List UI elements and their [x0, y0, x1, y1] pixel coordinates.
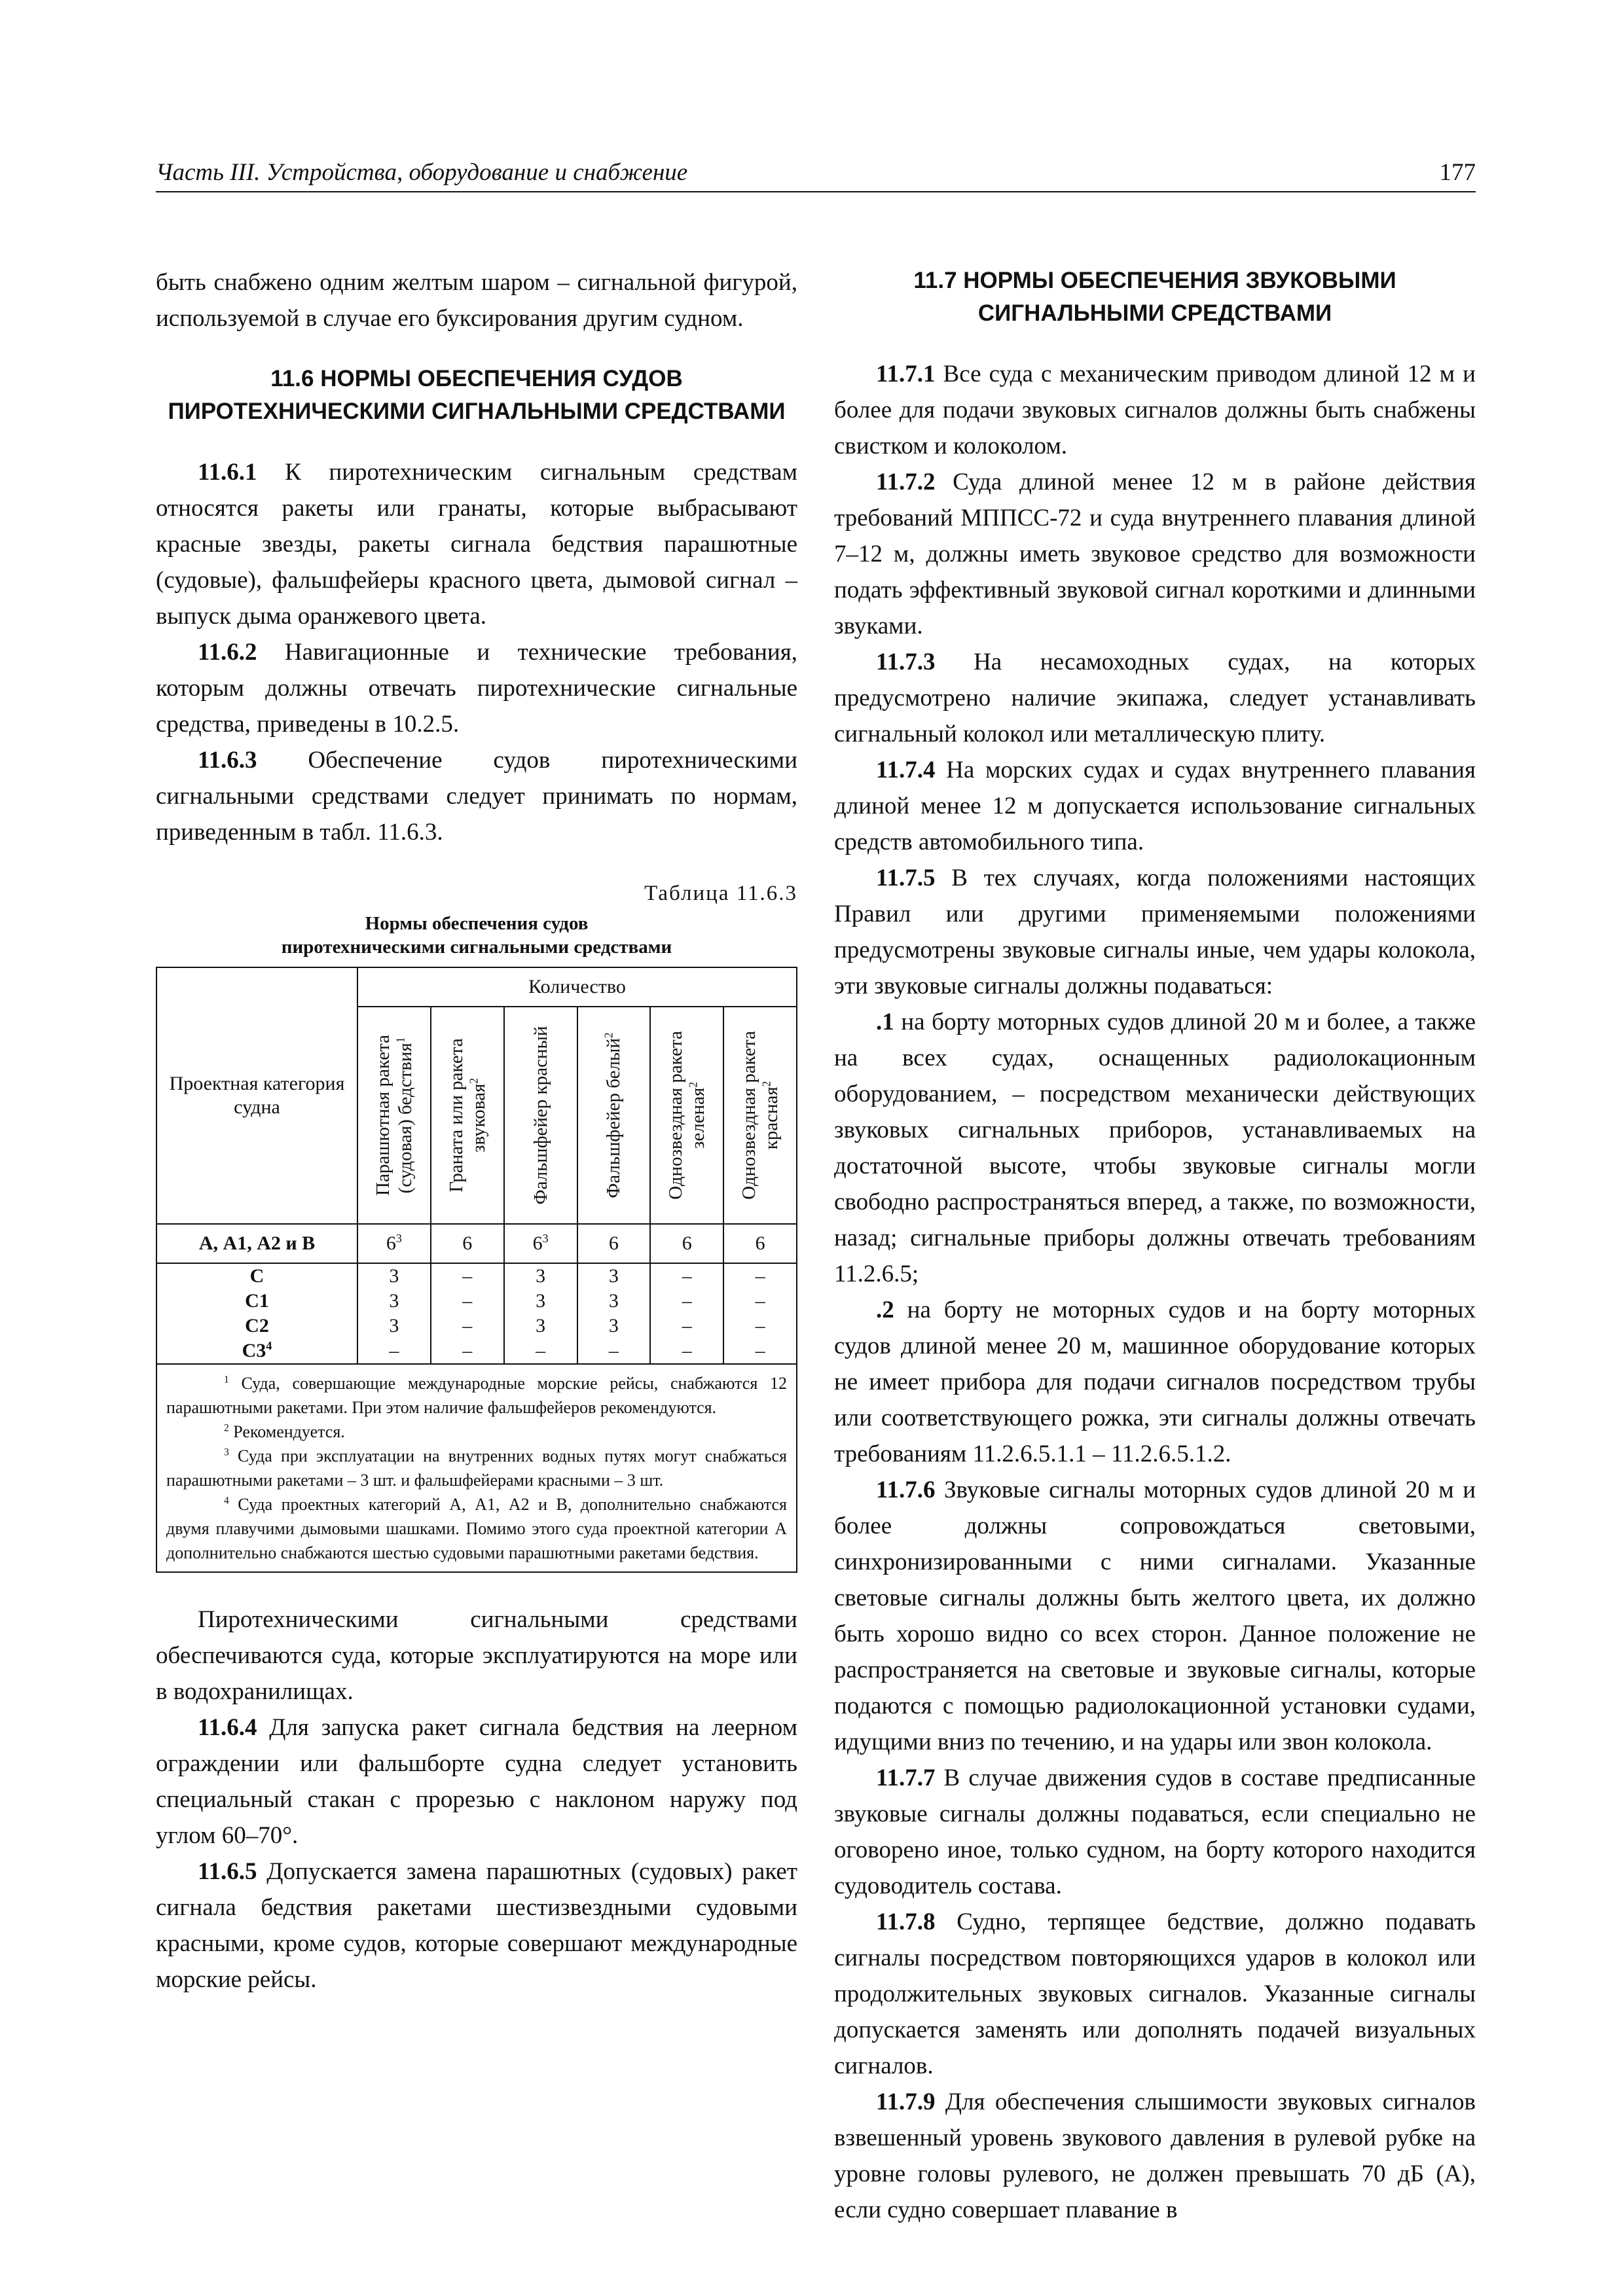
row-label-text: С2	[245, 1315, 269, 1336]
table-cell: –	[723, 1289, 797, 1314]
paragraph-number: 11.6.5	[198, 1858, 257, 1885]
cell-value: 6	[462, 1232, 473, 1254]
table-footnote	[166, 1420, 787, 1444]
table-cell: 3	[504, 1289, 577, 1314]
paragraph	[156, 1854, 797, 1998]
paragraph-text: Допускается замена парашютных (судовых) ракет сигнала бедствия ракетами шестизвездными судовыми красными, кроме судов, которые совершают международные морские рейсы.	[156, 1858, 797, 1993]
row-label	[156, 1314, 357, 1338]
table-footnote	[166, 1444, 787, 1492]
column-header-label	[665, 1017, 709, 1213]
paragraph-text: Суда длиной менее 12 м в районе действия требований МППСС-72 и суда внутреннего плавания длиной 7–12 м, должны иметь звуковое средство для возможности подать эффективный звуковой сигнал короткими и длинными звуками.	[834, 469, 1476, 639]
left-column	[156, 264, 797, 1998]
table-row	[156, 1338, 797, 1364]
table-cell: 3	[577, 1289, 651, 1314]
table-cell	[577, 1224, 651, 1263]
table-footnote	[166, 1492, 787, 1565]
paragraph-number: .1	[876, 1009, 894, 1035]
paragraph	[834, 356, 1476, 464]
paragraph	[156, 742, 797, 850]
footnote-mark: 3	[395, 1232, 402, 1245]
table-title	[156, 912, 797, 959]
cell-value: 6	[386, 1232, 396, 1254]
table-cell: –	[357, 1338, 431, 1364]
paragraph-text: Все суда с механическим приводом длиной 12 м и более для подачи звуковых сигналов должны быть снабжены свистком и колоколом.	[834, 361, 1476, 459]
paragraph	[156, 634, 797, 742]
table-cell: –	[431, 1338, 504, 1364]
row-header-cell: Проектная категория судна	[156, 967, 357, 1224]
table-cell: 3	[504, 1263, 577, 1289]
table-cell: 3	[357, 1314, 431, 1338]
table-cell: 3	[577, 1263, 651, 1289]
paragraph-text: Обеспечение судов пиротехническими сигнальными средствами следует принимать по нормам, приведенным в табл. 11.6.3.	[156, 747, 797, 846]
row-label	[156, 1338, 357, 1364]
paragraph-number: 11.7.8	[876, 1909, 936, 1935]
footnote-mark: 3	[224, 1446, 229, 1458]
column-header	[357, 1007, 431, 1224]
paragraph-text: На несамоходных судах, на которых предусмотрено наличие экипажа, следует устанавливать сигнальный колокол или металлическую плиту.	[834, 649, 1476, 747]
footnote-mark: 3	[542, 1232, 549, 1245]
table-row	[156, 1263, 797, 1289]
table-title-line: Нормы обеспечения судов	[365, 913, 589, 934]
table-cell: –	[431, 1314, 504, 1338]
column-header	[577, 1007, 651, 1224]
paragraph-number: .2	[876, 1297, 894, 1323]
paragraph-text: на борту моторных судов длиной 20 м и более, а также на всех судах, оснащенных радиолокационным оборудованием, – посредством механически действующих звуковых сигнальных приборов, устанавливаемых на достаточной высоте, чтобы звуковые сигналы могли свободно распространяться вперед, а также, по возможности, назад; сигнальные приборы должны отвечать требованиям 11.2.6.5;	[834, 1009, 1476, 1287]
paragraph-number: 11.6.4	[198, 1714, 257, 1741]
right-column	[834, 264, 1476, 2228]
column-header-text: Фальшфейер красный	[530, 1026, 551, 1205]
table-cell	[723, 1224, 797, 1263]
paragraph	[834, 1472, 1476, 1760]
paragraph	[834, 644, 1476, 752]
paragraph-number: 11.6.3	[198, 747, 257, 774]
footnote-text: Суда проектных категорий А, А1, А2 и В, дополнительно снабжаются двумя плавучими дымовыми шашками. Помимо этого суда проектной категории А дополнительно снабжаются шестью судовыми парашютными ракетами бедствия.	[166, 1495, 787, 1562]
paragraph-text: В случае движения судов в составе предписанные звуковые сигналы должны подаваться, если специально не оговорено иное, только судном, на борту которого находится судоводитель состава.	[834, 1765, 1476, 1899]
table-cell	[431, 1224, 504, 1263]
row-label-text: С1	[245, 1290, 269, 1312]
paragraph-number: 11.7.1	[876, 361, 936, 387]
row-label-text: С3	[242, 1340, 266, 1361]
column-header-label	[602, 1017, 625, 1213]
paragraph-text: Для запуска ракет сигнала бедствия на леерном ограждении или фальшборте судна следует установить специальный стакан с прорезью с наклоном наружу под углом 60–70°.	[156, 1714, 797, 1849]
table-notes	[156, 1364, 797, 1572]
table-title-line: пиротехническими сигнальными средствами	[281, 937, 672, 958]
column-header	[650, 1007, 723, 1224]
paragraph-text: Для обеспечения слышимости звуковых сигналов взвешенный уровень звукового давления в рулевой рубке на уровне головы рулевого, не должен превышать 70 дБ (А), если судно совершает плавание в	[834, 2089, 1476, 2223]
footnote-mark: 2	[686, 1081, 700, 1088]
paragraph-text: На морских судах и судах внутреннего плавания длиной менее 12 м допускается использование сигнальных средств автомобильного типа.	[834, 757, 1476, 855]
footnote-text: Суда при эксплуатации на внутренних водных путях могут снабжаться парашютными ракетами – 3 шт. и фальшфейерами красными – 3 шт.	[166, 1446, 787, 1490]
table-body-group	[156, 1263, 797, 1364]
table-cell	[357, 1224, 431, 1263]
footnote-mark: 4	[224, 1495, 229, 1507]
table-cell: –	[431, 1289, 504, 1314]
paragraph-text: К пиротехническим сигнальным средствам относятся ракеты или гранаты, которые выбрасывают красные звезды, ракеты сигнала бедствия парашютные (судовые), фальшфейеры красного цвета, дымовой сигнал – выпуск дыма оранжевого цвета.	[156, 459, 797, 630]
table-footnote	[166, 1371, 787, 1420]
cell-value: 6	[755, 1232, 765, 1254]
paragraph-text: Судно, терпящее бедствие, должно подавать сигналы посредством повторяющихся ударов в колокол или продолжительных звуковых сигналов. Указанные сигналы допускается заменять или дополнять подачей визуальных сигналов.	[834, 1909, 1476, 2079]
cell-value: 6	[532, 1232, 543, 1254]
after-table-paragraph: Пиротехническими сигнальными средствами обеспечиваются суда, которые эксплуатируются на море или в водохранилищах.	[156, 1606, 797, 1705]
cell-value: 6	[682, 1232, 692, 1254]
table-cell: –	[723, 1314, 797, 1338]
table-cell: 3	[504, 1314, 577, 1338]
section-heading-11-6: 11.6 НОРМЫ ОБЕСПЕЧЕНИЯ СУДОВ ПИРОТЕХНИЧЕСКИМИ СИГНАЛЬНЫМИ СРЕДСТВАМИ	[168, 366, 786, 424]
footnote-mark: 2	[759, 1081, 773, 1087]
paragraph	[834, 1292, 1476, 1472]
running-head: Часть III. Устройства, оборудование и снабжение	[156, 159, 688, 186]
footnote-mark: 2	[602, 1032, 615, 1039]
row-label: А, А1, А2 и В	[156, 1224, 357, 1263]
column-header-text: Парашютная ракета (судовая) бедствия	[372, 1035, 416, 1196]
footnote-mark: 1	[224, 1374, 229, 1386]
paragraph-number: 11.7.4	[876, 757, 936, 783]
paragraph-number: 11.7.3	[876, 649, 936, 675]
column-header-label	[372, 1017, 416, 1213]
row-label	[156, 1263, 357, 1289]
table-cell: 3	[577, 1314, 651, 1338]
column-header-text: Однозвездная ракета зеленая	[665, 1031, 709, 1200]
row-label-text: С	[249, 1265, 264, 1287]
column-header-label	[738, 1017, 782, 1213]
table-cell: –	[650, 1263, 723, 1289]
intro-paragraph: быть снабжено одним желтым шаром – сигнальной фигурой, используемой в случае его буксирования другим судном.	[156, 269, 797, 332]
paragraph-list-11-6	[156, 454, 797, 850]
cell-value: 6	[608, 1232, 619, 1254]
table-cell: –	[504, 1338, 577, 1364]
paragraph	[834, 1760, 1476, 1904]
table-row	[156, 1224, 797, 1263]
footnote-mark: 2	[224, 1422, 229, 1434]
table-caption: Таблица 11.6.3	[644, 882, 797, 905]
table-cell: 3	[357, 1289, 431, 1314]
footnote-text: Суда, совершающие международные морские рейсы, снабжаются 12 парашютными ракетами. При этом наличие фальшфейеров рекомендуются.	[166, 1374, 787, 1417]
column-header-label	[530, 1017, 552, 1213]
table-cell	[504, 1224, 577, 1263]
paragraph-number: 11.7.9	[876, 2089, 936, 2115]
paragraph	[834, 860, 1476, 1004]
section-heading-11-7: 11.7 НОРМЫ ОБЕСПЕЧЕНИЯ ЗВУКОВЫМИ СИГНАЛЬНЫМИ СРЕДСТВАМИ	[913, 268, 1396, 326]
table-cell: 3	[357, 1263, 431, 1289]
column-header	[431, 1007, 504, 1224]
paragraph-text: В тех случаях, когда положениями настоящих Правил или другими применяемыми положениями предусмотрены звуковые сигналы иные, чем удары колокола, эти звуковые сигналы должны подаваться:	[834, 865, 1476, 999]
table-cell: –	[723, 1263, 797, 1289]
column-header-text: Фальшфейер белый	[603, 1038, 625, 1198]
paragraph	[156, 1710, 797, 1854]
column-header	[504, 1007, 577, 1224]
table-cell: –	[650, 1338, 723, 1364]
column-header-label	[445, 1017, 490, 1213]
paragraph-number: 11.6.2	[198, 639, 257, 666]
table-cell: –	[723, 1338, 797, 1364]
paragraph	[834, 752, 1476, 860]
paragraph	[834, 1004, 1476, 1292]
table-cell: –	[650, 1314, 723, 1338]
paragraph-number: 11.7.5	[876, 865, 936, 891]
table-cell: –	[577, 1338, 651, 1364]
paragraph-text: Звуковые сигналы моторных судов длиной 20 м и более должны сопровождаться световыми, синхронизированными с ними сигналами. Указанные световые сигналы должны быть желтого цвета, их должно быть хорошо видно со всех сторон. Данное положение не распространяется на световые и звуковые сигналы, которые подаются с помощью радиолокационной установки судами, идущими вниз по течению, и на удары или звон колокола.	[834, 1477, 1476, 1755]
quantity-header: Количество	[357, 967, 797, 1007]
table-row	[156, 1314, 797, 1338]
paragraph-text: на борту не моторных судов и на борту моторных судов длиной менее 20 м, машинное оборудование которых не имеет прибора для подачи сигналов посредством трубы или соответствующего рожка, эти сигналы должны отвечать требованиям 11.2.6.5.1.1 – 11.2.6.5.1.2.	[834, 1297, 1476, 1467]
footnote-text: Рекомендуется.	[228, 1422, 345, 1441]
paragraph	[156, 454, 797, 634]
page-header	[156, 152, 1476, 192]
footnote-mark: 1	[393, 1037, 407, 1043]
paragraph-number: 11.6.1	[198, 459, 257, 486]
norms-table	[156, 967, 797, 1573]
paragraph-number: 11.7.7	[876, 1765, 936, 1791]
column-header-text: Однозвездная ракета красная	[739, 1031, 782, 1200]
table-cell: –	[650, 1289, 723, 1314]
table-cell	[650, 1224, 723, 1263]
row-label	[156, 1289, 357, 1314]
footnote-mark: 4	[266, 1339, 272, 1352]
paragraph-number: 11.7.2	[876, 469, 936, 495]
footnote-mark: 2	[467, 1078, 481, 1084]
table-cell: –	[431, 1263, 504, 1289]
paragraph-number: 11.7.6	[876, 1477, 936, 1503]
paragraph	[834, 1904, 1476, 2084]
column-header-text: Граната или ракета звуковая	[445, 1038, 489, 1193]
paragraph	[834, 2084, 1476, 2228]
table-row	[156, 1289, 797, 1314]
paragraph	[834, 464, 1476, 644]
paragraph-text: Навигационные и технические требования, которым должны отвечать пиротехнические сигнальные средства, приведены в 10.2.5.	[156, 639, 797, 738]
column-header	[723, 1007, 797, 1224]
paragraph-list-11-7	[834, 356, 1476, 2228]
page-number: 177	[1439, 159, 1476, 186]
